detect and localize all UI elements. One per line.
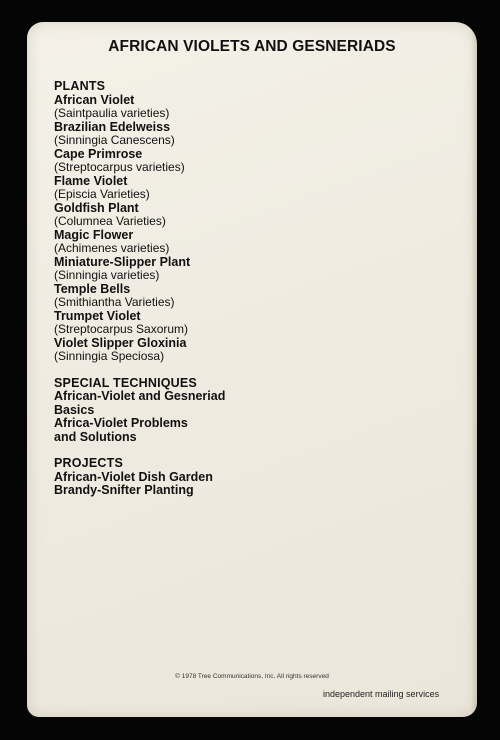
plant-name: Violet Slipper Gloxinia [54,335,187,350]
card-content [54,80,225,498]
plant-entry [54,256,225,283]
plant-variety: (Columnea Varieties) [54,214,166,228]
project-line: Brandy-Snifter Planting [54,483,194,497]
plant-entry [54,202,225,229]
technique-line: Africa-Violet Problems [54,416,188,430]
plant-name: African Violet [54,92,135,107]
plant-variety: (Smithiantha Varieties) [54,295,175,309]
plant-variety: (Achimenes varieties) [54,241,170,255]
plant-variety: (Sinningia varieties) [54,268,160,282]
plant-entry [54,229,225,256]
plant-entry [54,121,225,148]
technique-line: and Solutions [54,429,137,444]
mailing-services-label: independent mailing services [323,689,440,699]
plant-variety: (Episcia Varieties) [54,187,150,201]
plant-name: Trumpet Violet [54,308,141,323]
plant-entry [54,310,225,337]
plant-entry [54,175,225,202]
plant-name: Temple Bells [54,281,131,296]
copyright-notice: © 1978 Tree Communications, Inc. All rights reserved [175,673,329,680]
plant-name: Magic Flower [54,227,134,242]
section-gap [54,364,225,377]
plant-name: Flame Violet [54,173,128,188]
plant-entry [54,337,225,364]
plant-name: Brazilian Edelweiss [54,119,171,134]
technique-line: African-Violet and Gesneriad [54,389,226,403]
techniques-heading: SPECIAL TECHNIQUES [54,375,197,390]
plant-name: Miniature-Slipper Plant [54,254,191,269]
technique-line: Basics [54,402,95,417]
plant-variety: (Streptocarpus varieties) [54,160,185,174]
plant-name: Cape Primrose [54,146,143,161]
projects-heading: PROJECTS [54,456,123,470]
plant-name: Goldfish Plant [54,200,139,215]
plant-variety: (Streptocarpus Saxorum) [54,322,189,336]
plant-entry [54,148,225,175]
plant-variety: (Sinningia Canescens) [54,133,175,147]
project-line: African-Violet Dish Garden [54,469,213,484]
index-card [27,22,477,717]
plant-entry [54,283,225,310]
plant-variety: (Sinningia Speciosa) [54,349,165,363]
plants-heading: PLANTS [54,79,106,93]
plant-variety: (Saintpaulia varieties) [54,106,170,120]
card-title: AFRICAN VIOLETS AND GESNERIADS [108,38,396,55]
plant-entry [54,94,225,121]
